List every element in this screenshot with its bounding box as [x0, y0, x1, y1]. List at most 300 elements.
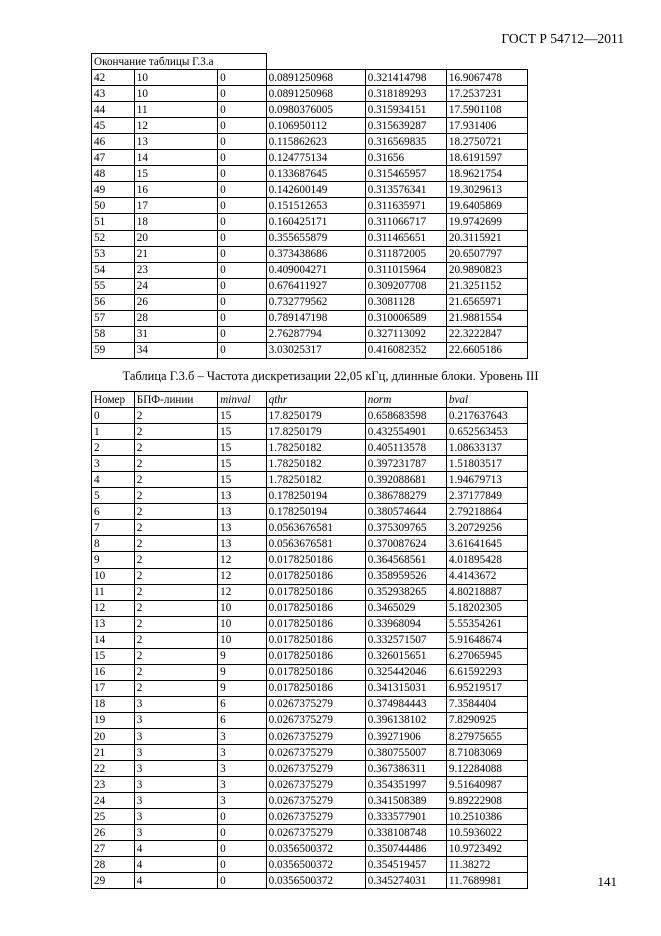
table-cell: 0.0178250186 — [266, 552, 365, 568]
table-cell: 0.311465651 — [365, 230, 446, 246]
table-cell: 10.5936022 — [446, 825, 527, 841]
table-cell: 43 — [92, 86, 135, 102]
table-cell: 0.0267375279 — [266, 696, 365, 712]
table-cell: 3 — [134, 728, 217, 744]
table-bottom — [91, 391, 528, 889]
table-cell: 7 — [92, 520, 135, 536]
table-cell: 17.5901108 — [446, 102, 527, 118]
table-top-body — [92, 70, 528, 359]
table-cell: 0.313576341 — [365, 182, 446, 198]
table-cell: 5.91648674 — [446, 632, 527, 648]
table-row — [92, 342, 528, 358]
table-cell: 19.3029613 — [446, 182, 527, 198]
table-cell: 0.309207708 — [365, 278, 446, 294]
table-row — [92, 182, 528, 198]
table-cell: 0.326015651 — [365, 648, 446, 664]
table-row — [92, 761, 528, 777]
table-cell: 0.0178250186 — [266, 600, 365, 616]
table-cell: 20.3115921 — [446, 230, 527, 246]
table-row — [92, 520, 528, 536]
table-cell: 17 — [134, 198, 217, 214]
table-row — [92, 294, 528, 310]
table-cell: 0.178250194 — [266, 504, 365, 520]
table-cell: 0 — [218, 150, 266, 166]
table-cell: 0.676411927 — [266, 278, 365, 294]
table-cell: 1.51803517 — [446, 456, 527, 472]
document-code: ГОСТ Р 54712—2011 — [501, 31, 624, 46]
table-cell: 3 — [134, 777, 217, 793]
table-row — [92, 118, 528, 134]
table-cell: 0 — [218, 246, 266, 262]
table-cell: 28 — [92, 857, 135, 873]
table-cell: 0 — [218, 86, 266, 102]
table-cell: 0.106950112 — [266, 118, 365, 134]
table-row — [92, 456, 528, 472]
column-header: bval — [446, 392, 527, 408]
table-cell: 0 — [218, 857, 266, 873]
table-cell: 0 — [218, 825, 266, 841]
table-cell: 2 — [134, 536, 217, 552]
table-cell: 4 — [134, 841, 217, 857]
table-cell: 0.341315031 — [365, 680, 446, 696]
table-cell: 2.76287794 — [266, 326, 365, 342]
table-cell: 2 — [134, 504, 217, 520]
table-cell: 0.652563453 — [446, 424, 527, 440]
table-cell: 0.0356500372 — [266, 857, 365, 873]
table-cell: 21.6565971 — [446, 294, 527, 310]
column-header: minval — [218, 392, 266, 408]
table-cell: 2 — [134, 472, 217, 488]
table-cell: 23 — [134, 262, 217, 278]
column-header: БПФ-линии — [134, 392, 217, 408]
table-cell: 10 — [134, 70, 217, 86]
table-cell: 0 — [218, 809, 266, 825]
table-row — [92, 310, 528, 326]
table-cell: 0.345274031 — [365, 873, 446, 889]
table-cell: 13 — [134, 134, 217, 150]
table-row — [92, 745, 528, 761]
table-cell: 3 — [134, 745, 217, 761]
table-cell: 9 — [218, 680, 266, 696]
table-cell: 0 — [218, 342, 266, 358]
table-cell: 10 — [218, 616, 266, 632]
table-cell: 0.0178250186 — [266, 632, 365, 648]
table-cell: 15 — [218, 440, 266, 456]
table-cell: 20 — [134, 230, 217, 246]
table-cell: 0.316569835 — [365, 134, 446, 150]
table-row — [92, 728, 528, 744]
table-cell: 7.8290925 — [446, 712, 527, 728]
table-cell: 0.386788279 — [365, 488, 446, 504]
table-cell: 46 — [92, 134, 135, 150]
table-cell: 19.9742699 — [446, 214, 527, 230]
table-cell: 0.375309765 — [365, 520, 446, 536]
table-cell: 10 — [218, 632, 266, 648]
table-cell: 13 — [218, 520, 266, 536]
table-row — [92, 809, 528, 825]
table-cell: 0.311015964 — [365, 262, 446, 278]
table-cell: 13 — [218, 488, 266, 504]
table-row — [92, 648, 528, 664]
table-cell: 3.61641645 — [446, 536, 527, 552]
table-cell: 56 — [92, 294, 135, 310]
table-cell: 0.352938265 — [365, 584, 446, 600]
table-cell: 4 — [134, 857, 217, 873]
table-row — [92, 408, 528, 424]
table-cell: 0.0178250186 — [266, 648, 365, 664]
table-cell: 15 — [218, 408, 266, 424]
table-cell: 0.310006589 — [365, 310, 446, 326]
table-cell: 50 — [92, 198, 135, 214]
table-cell: 3 — [218, 777, 266, 793]
table-cell: 0.789147198 — [266, 310, 365, 326]
table-cell: 0 — [218, 70, 266, 86]
table-row — [92, 664, 528, 680]
table-cell: 47 — [92, 150, 135, 166]
table-cell: 11 — [134, 102, 217, 118]
table-cell: 5 — [92, 488, 135, 504]
table-cell: 0.39271906 — [365, 728, 446, 744]
table-cell: 0 — [218, 134, 266, 150]
table-row — [92, 873, 528, 889]
table-cell: 8.71083069 — [446, 745, 527, 761]
column-header: qthr — [266, 392, 365, 408]
table-cell: 10 — [134, 86, 217, 102]
table-row — [92, 857, 528, 873]
table-cell: 55 — [92, 278, 135, 294]
table-cell: 2 — [134, 408, 217, 424]
table-cell: 3 — [134, 712, 217, 728]
table-cell: 2 — [134, 600, 217, 616]
table-cell: 0 — [218, 294, 266, 310]
table-cell: 0.178250194 — [266, 488, 365, 504]
table-cell: 0 — [218, 198, 266, 214]
table-cell: 12 — [218, 568, 266, 584]
table-cell: 0.432554901 — [365, 424, 446, 440]
table-cell: 0.364568561 — [365, 552, 446, 568]
table-cell: 0.115862623 — [266, 134, 365, 150]
table-cell: 0.311635971 — [365, 198, 446, 214]
table-cell: 3.20729256 — [446, 520, 527, 536]
table-cell: 2 — [134, 488, 217, 504]
table-cell: 9 — [218, 648, 266, 664]
table-row — [92, 86, 528, 102]
table-cell: 20.9890823 — [446, 262, 527, 278]
table-cell: 1.78250182 — [266, 472, 365, 488]
table-cell: 0.0891250968 — [266, 70, 365, 86]
table-cell: 0.318189293 — [365, 86, 446, 102]
table-cell: 5.18202305 — [446, 600, 527, 616]
table-cell: 2 — [134, 648, 217, 664]
table-cell: 15 — [218, 456, 266, 472]
table-cell: 16 — [134, 182, 217, 198]
table-cell: 34 — [134, 342, 217, 358]
table-row — [92, 600, 528, 616]
table-cell: 19.6405869 — [446, 198, 527, 214]
table-cell: 4.01895428 — [446, 552, 527, 568]
table-top-caption: Окончание таблицы Г.3.а — [92, 54, 267, 70]
table-cell: 1.78250182 — [266, 456, 365, 472]
table-cell: 6 — [92, 504, 135, 520]
column-header: Номер — [92, 392, 135, 408]
table-cell: 0 — [218, 841, 266, 857]
table-cell: 2 — [134, 552, 217, 568]
table-cell: 2 — [134, 584, 217, 600]
table-cell: 0 — [218, 326, 266, 342]
table-cell: 4 — [134, 873, 217, 889]
table-row — [92, 568, 528, 584]
table-cell: 0.0178250186 — [266, 616, 365, 632]
table-cell: 49 — [92, 182, 135, 198]
table-cell: 0.0356500372 — [266, 873, 365, 889]
table-cell: 2 — [134, 616, 217, 632]
table-cell: 0.380574644 — [365, 504, 446, 520]
table-cell: 0.142600149 — [266, 182, 365, 198]
table-cell: 3.03025317 — [266, 342, 365, 358]
table-cell: 9.12284088 — [446, 761, 527, 777]
table-cell: 8.27975655 — [446, 728, 527, 744]
table-cell: 17.931406 — [446, 118, 527, 134]
table-cell: 22 — [92, 761, 135, 777]
table-cell: 48 — [92, 166, 135, 182]
table-cell: 0.332571507 — [365, 632, 446, 648]
table-cell: 0 — [218, 118, 266, 134]
table-cell: 2 — [92, 440, 135, 456]
table-cell: 0.327113092 — [365, 326, 446, 342]
table-cell: 0.0891250968 — [266, 86, 365, 102]
table-cell: 0.0267375279 — [266, 761, 365, 777]
table-cell: 12 — [218, 584, 266, 600]
table-cell: 17 — [92, 680, 135, 696]
table-cell: 15 — [218, 424, 266, 440]
table-bottom-body — [92, 408, 528, 889]
table-cell: 0.0267375279 — [266, 712, 365, 728]
table-row — [92, 777, 528, 793]
table-cell: 0.373438686 — [266, 246, 365, 262]
table-cell: 0.374984443 — [365, 696, 446, 712]
table-cell: 6 — [218, 696, 266, 712]
table-cell: 9 — [218, 664, 266, 680]
table-cell: 12 — [218, 552, 266, 568]
table-cell: 24 — [134, 278, 217, 294]
table-cell: 23 — [92, 777, 135, 793]
table-cell: 7.3584404 — [446, 696, 527, 712]
table-cell: 0.392088681 — [365, 472, 446, 488]
table-row — [92, 488, 528, 504]
table-cell: 0.0267375279 — [266, 793, 365, 809]
table-cell: 18 — [134, 214, 217, 230]
table-cell: 42 — [92, 70, 135, 86]
page-number: 141 — [597, 874, 617, 889]
table-cell: 0 — [218, 214, 266, 230]
table-cell: 3 — [218, 761, 266, 777]
table-row — [92, 278, 528, 294]
table-cell: 0 — [218, 230, 266, 246]
table-cell: 16 — [92, 664, 135, 680]
table-cell: 6.61592293 — [446, 664, 527, 680]
table-row — [92, 552, 528, 568]
table-cell: 0.0178250186 — [266, 568, 365, 584]
table-row — [92, 134, 528, 150]
table-cell: 6.27065945 — [446, 648, 527, 664]
table-cell: 0.355655879 — [266, 230, 365, 246]
table-cell: 17.8250179 — [266, 424, 365, 440]
table-cell: 3 — [134, 809, 217, 825]
table-cell: 22.3222847 — [446, 326, 527, 342]
table-cell: 1.78250182 — [266, 440, 365, 456]
table-cell: 0.341508389 — [365, 793, 446, 809]
table-cell: 3 — [92, 456, 135, 472]
table-cell: 44 — [92, 102, 135, 118]
table-cell: 0.33968094 — [365, 616, 446, 632]
table-cell: 26 — [134, 294, 217, 310]
table-cell: 0.367386311 — [365, 761, 446, 777]
table-cell: 0.0267375279 — [266, 777, 365, 793]
table-cell: 0.311872005 — [365, 246, 446, 262]
table-cell: 0.358959526 — [365, 568, 446, 584]
table-row — [92, 632, 528, 648]
table-cell: 0.315465957 — [365, 166, 446, 182]
table-cell: 2 — [134, 680, 217, 696]
table-cell: 2 — [134, 440, 217, 456]
table-row — [92, 616, 528, 632]
table-cell: 9.89222908 — [446, 793, 527, 809]
table-cell: 15 — [92, 648, 135, 664]
table-cell: 29 — [92, 873, 135, 889]
table-cell: 6 — [218, 712, 266, 728]
table-cell: 28 — [134, 310, 217, 326]
table-cell: 17.8250179 — [266, 408, 365, 424]
table-cell: 0 — [218, 278, 266, 294]
table-cell: 0.311066717 — [365, 214, 446, 230]
table-cell: 27 — [92, 841, 135, 857]
table-cell: 52 — [92, 230, 135, 246]
table-cell: 0 — [218, 873, 266, 889]
table-cell: 21.9881554 — [446, 310, 527, 326]
table-cell: 21 — [134, 246, 217, 262]
table-cell: 0 — [218, 310, 266, 326]
table-cell: 45 — [92, 118, 135, 134]
table-cell: 10.9723492 — [446, 841, 527, 857]
table-cell: 0.0267375279 — [266, 745, 365, 761]
table-cell: 0.151512653 — [266, 198, 365, 214]
table-row — [92, 712, 528, 728]
table-cell: 11.7689981 — [446, 873, 527, 889]
table-cell: 11.38272 — [446, 857, 527, 873]
table-cell: 2 — [134, 520, 217, 536]
table-top-caption-row — [92, 54, 528, 70]
table-cell: 10 — [92, 568, 135, 584]
table-cell: 0.0178250186 — [266, 680, 365, 696]
table-cell: 0.732779562 — [266, 294, 365, 310]
table-cell: 0.338108748 — [365, 825, 446, 841]
table-bottom-caption: Таблица Г.3.б – Частота дискретизации 22,05 кГц, длинные блоки. Уровень III — [122, 369, 539, 383]
table-cell: 0.3081128 — [365, 294, 446, 310]
table-cell: 0.31656 — [365, 150, 446, 166]
table-cell: 5.55354261 — [446, 616, 527, 632]
table-cell: 0.0980376005 — [266, 102, 365, 118]
table-cell: 3 — [218, 793, 266, 809]
table-cell: 0.350744486 — [365, 841, 446, 857]
table-cell: 2 — [134, 568, 217, 584]
table-cell: 0.354519457 — [365, 857, 446, 873]
table-cell: 2 — [134, 664, 217, 680]
table-row — [92, 102, 528, 118]
table-row — [92, 793, 528, 809]
table-row — [92, 150, 528, 166]
table-cell: 0.380755007 — [365, 745, 446, 761]
table-row — [92, 230, 528, 246]
table-bottom-header-row — [92, 392, 528, 408]
table-cell: 0.370087624 — [365, 536, 446, 552]
table-cell: 0.315639287 — [365, 118, 446, 134]
table-row — [92, 70, 528, 86]
table-cell: 3 — [134, 825, 217, 841]
table-row — [92, 696, 528, 712]
table-cell: 57 — [92, 310, 135, 326]
table-cell: 1.08633137 — [446, 440, 527, 456]
table-cell: 0.0563676581 — [266, 536, 365, 552]
table-cell: 25 — [92, 809, 135, 825]
table-cell: 0.160425171 — [266, 214, 365, 230]
table-cell: 18 — [92, 696, 135, 712]
table-cell: 3 — [134, 761, 217, 777]
table-cell: 0.0178250186 — [266, 584, 365, 600]
table-cell: 0.354351997 — [365, 777, 446, 793]
table-cell: 0.0563676581 — [266, 520, 365, 536]
table-cell: 18.9621754 — [446, 166, 527, 182]
table-row — [92, 424, 528, 440]
table-cell: 2 — [134, 424, 217, 440]
table-cell: 3 — [218, 728, 266, 744]
table-top — [91, 53, 528, 359]
table-row — [92, 472, 528, 488]
table-cell: 2 — [134, 456, 217, 472]
table-row — [92, 680, 528, 696]
table-cell: 0.0267375279 — [266, 809, 365, 825]
table-cell: 21.3251152 — [446, 278, 527, 294]
table-row — [92, 214, 528, 230]
table-cell: 59 — [92, 342, 135, 358]
table-cell: 3 — [218, 745, 266, 761]
table-cell: 0.0267375279 — [266, 728, 365, 744]
table-cell: 10.2510386 — [446, 809, 527, 825]
table-cell: 0.321414798 — [365, 70, 446, 86]
table-cell: 0 — [218, 182, 266, 198]
table-row — [92, 198, 528, 214]
table-cell: 18.2750721 — [446, 134, 527, 150]
table-cell: 1.94679713 — [446, 472, 527, 488]
table-cell: 0.124775134 — [266, 150, 365, 166]
table-cell: 22.6605186 — [446, 342, 527, 358]
table-cell: 0.396138102 — [365, 712, 446, 728]
table-cell: 2.79218864 — [446, 504, 527, 520]
table-cell: 13 — [218, 536, 266, 552]
table-cell: 14 — [134, 150, 217, 166]
table-cell: 0.0267375279 — [266, 825, 365, 841]
table-cell: 2 — [134, 632, 217, 648]
table-cell: 54 — [92, 262, 135, 278]
table-cell: 0 — [218, 102, 266, 118]
table-cell: 0 — [218, 166, 266, 182]
table-cell: 0.0178250186 — [266, 664, 365, 680]
table-cell: 4 — [92, 472, 135, 488]
table-cell: 24 — [92, 793, 135, 809]
table-cell: 4.80218887 — [446, 584, 527, 600]
table-cell: 0.0356500372 — [266, 841, 365, 857]
table-cell: 0.409004271 — [266, 262, 365, 278]
table-row — [92, 841, 528, 857]
